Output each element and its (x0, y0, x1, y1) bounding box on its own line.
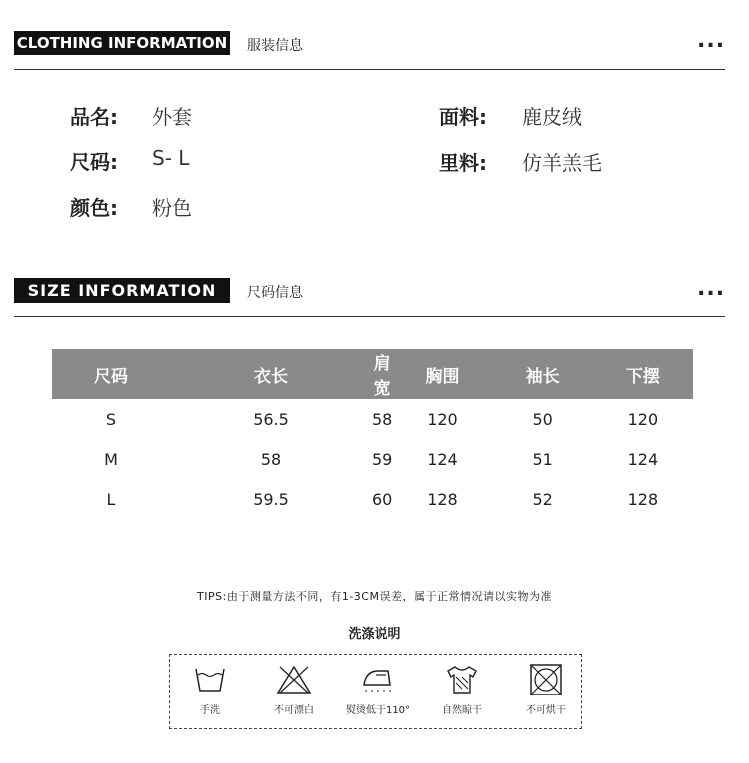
line-dry-icon (442, 663, 482, 695)
table-cell: 124 (427, 449, 458, 469)
column-header: 尺码 (52, 349, 170, 399)
table-cell: 124 (627, 449, 659, 469)
wash-label: 手洗 (200, 705, 220, 716)
table-cell: 56.5 (253, 409, 289, 429)
table-row (52, 439, 693, 479)
fabric-label: 面料: (439, 105, 487, 129)
table-cell: M (104, 449, 118, 469)
hand-wash-icon (190, 663, 230, 695)
table-cell: L (106, 489, 116, 509)
size-info-title: 尺码信息 (247, 285, 303, 301)
table-cell: 128 (427, 489, 458, 509)
wash-instructions-box (169, 654, 582, 729)
table-cell: S (105, 409, 117, 429)
wash-item-hand-wash (170, 663, 250, 716)
table-cell: 60 (372, 489, 393, 509)
color-value: 粉色 (152, 196, 192, 220)
clothing-info-title: 服装信息 (247, 38, 303, 54)
table-cell: 58 (260, 449, 282, 469)
tips-text: TIPS:由于测量方法不同，有1-3CM误差，属于正常情况请以实物为准 (197, 590, 552, 603)
wash-label: 熨烫低于110° (345, 705, 411, 716)
no-tumble-dry-icon (526, 663, 566, 695)
no-bleach-icon (274, 663, 314, 695)
table-row (52, 399, 693, 439)
table-cell: 59.5 (253, 489, 289, 509)
iron-low-icon (358, 663, 398, 695)
table-cell: 51 (532, 449, 553, 469)
size-info-tag: SIZE INFORMATION (14, 278, 230, 303)
more-icon: ... (697, 276, 726, 301)
lining-label: 里料: (439, 151, 487, 175)
wash-label: 自然晾干 (442, 705, 482, 716)
name-value: 外套 (152, 105, 192, 129)
table-cell: 120 (427, 409, 458, 429)
column-header: 衣长 (170, 349, 372, 399)
wash-label: 不可烘干 (526, 705, 566, 716)
wash-title: 洗涤说明 (348, 627, 401, 642)
size-table (52, 349, 693, 519)
more-icon: ... (697, 28, 726, 53)
column-header: 下摆 (593, 349, 693, 399)
table-cell: 128 (627, 489, 659, 509)
size-table-header (52, 349, 693, 399)
table-cell: 120 (627, 409, 659, 429)
wash-label: 不可漂白 (274, 705, 314, 716)
divider (14, 69, 725, 70)
table-cell: 59 (372, 449, 393, 469)
table-cell: 52 (532, 489, 553, 509)
size-label: 尺码: (70, 150, 118, 174)
table-row (52, 479, 693, 519)
divider (14, 316, 725, 317)
color-label: 颜色: (70, 196, 118, 220)
name-label: 品名: (70, 105, 118, 129)
column-header: 袖长 (493, 349, 593, 399)
table-cell: 58 (372, 409, 393, 429)
fabric-value: 鹿皮绒 (522, 105, 582, 129)
wash-item-iron-low (338, 663, 418, 716)
wash-item-no-bleach (254, 663, 334, 716)
column-header: 胸围 (392, 349, 492, 399)
wash-item-no-tumble-dry (506, 663, 586, 716)
clothing-info-tag: CLOTHING INFORMATION (14, 31, 230, 55)
table-cell: 50 (532, 409, 553, 429)
lining-value: 仿羊羔毛 (522, 151, 602, 175)
size-value: S- L (152, 146, 190, 170)
column-header: 肩宽 (372, 349, 392, 399)
wash-item-line-dry (422, 663, 502, 716)
